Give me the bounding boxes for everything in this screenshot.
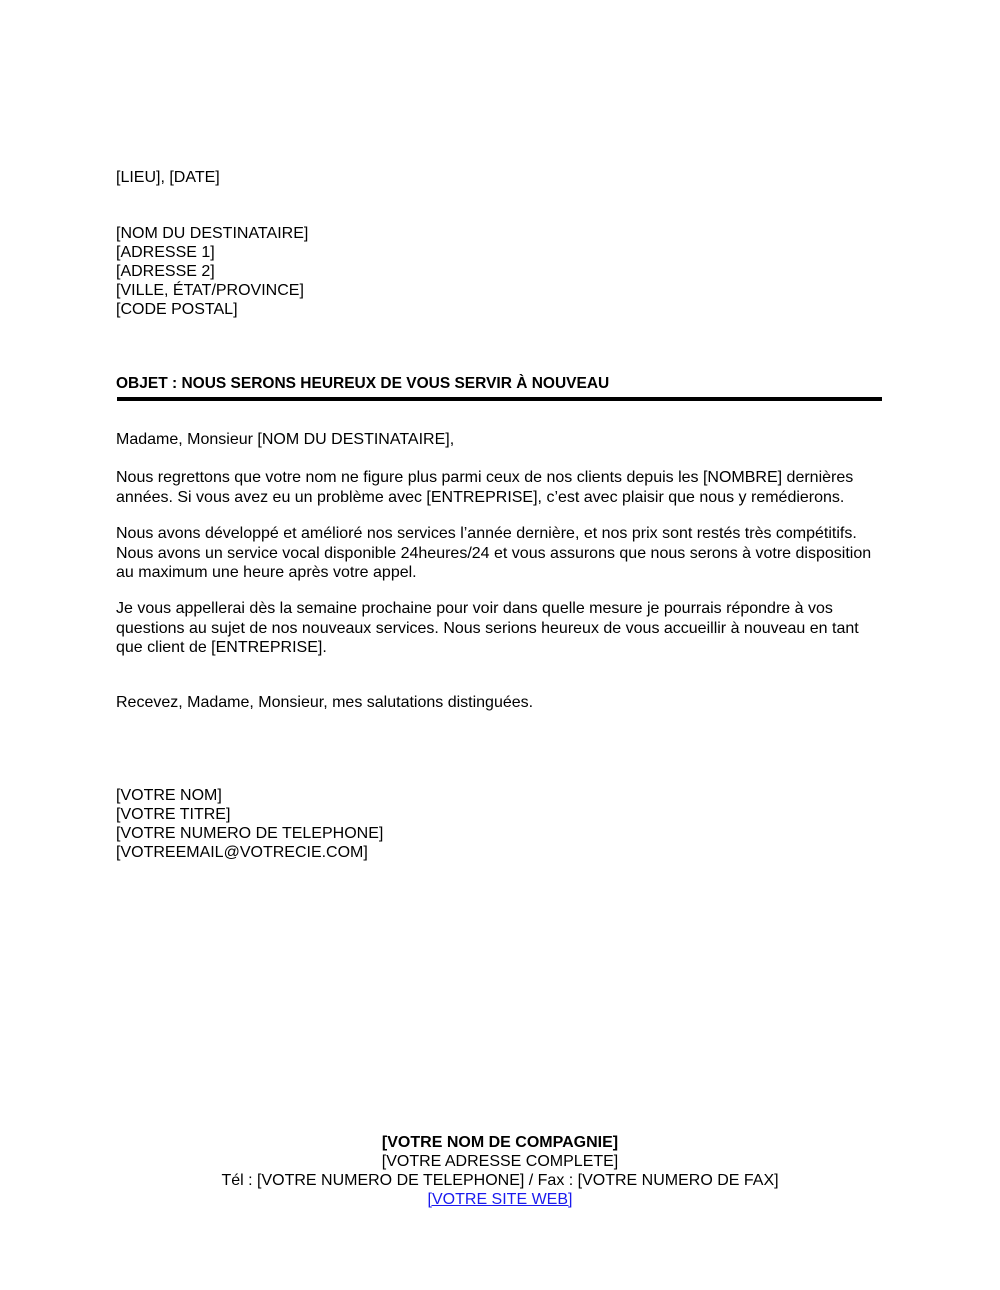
recipient-name: [NOM DU DESTINATAIRE] <box>116 225 309 242</box>
recipient-address <box>116 224 308 319</box>
footer-contact: Tél : [VOTRE NUMERO DE TELEPHONE] / Fax : [VOTRE NUMERO DE FAX] <box>221 1172 779 1189</box>
footer-address: [VOTRE ADRESSE COMPLETE] <box>381 1153 619 1170</box>
sender-name: [VOTRE NOM] <box>116 787 222 804</box>
sender-title: [VOTRE TITRE] <box>116 806 231 823</box>
recipient-city-state: [VILLE, ÉTAT/PROVINCE] <box>116 282 304 299</box>
subject-divider <box>117 397 882 401</box>
body-paragraph-3: Je vous appellerai dès la semaine prochaine pour voir dans quelle mesure je pourrais répondre à vos questions au sujet de nos nouveaux services. Nous serions heureux de vous accueillir à nouveau en tant que client de [ENTREPRISE]. <box>116 600 859 656</box>
letterhead-footer <box>0 1133 1000 1209</box>
footer-company-name: [VOTRE NOM DE COMPAGNIE] <box>381 1134 619 1151</box>
signature-block <box>116 786 383 862</box>
body-paragraph-2: Nous avons développé et amélioré nos services l’année dernière, et nos prix sont restés très compétitifs. Nous avons un service vocal disponible 24heures/24 et vous assurons que nous serons à votre disposition au maximum une heure après votre appel. <box>116 525 872 581</box>
closing: Recevez, Madame, Monsieur, mes salutations distinguées. <box>116 694 534 711</box>
recipient-address-1: [ADRESSE 1] <box>116 244 215 261</box>
footer-website-link[interactable]: [VOTRE SITE WEB] <box>427 1191 573 1208</box>
subject-line: OBJET : NOUS SERONS HEUREUX DE VOUS SERVIR À NOUVEAU <box>116 375 610 392</box>
sender-phone: [VOTRE NUMERO DE TELEPHONE] <box>116 825 384 842</box>
sender-email: [VOTREEMAIL@VOTRECIE.COM] <box>116 844 368 861</box>
place-date-text: [LIEU], [DATE] <box>116 169 220 186</box>
recipient-address-2: [ADRESSE 2] <box>116 263 215 280</box>
place-date <box>116 168 220 187</box>
body-paragraph-1: Nous regrettons que votre nom ne figure plus parmi ceux de nos clients depuis les [NOMBRE] dernières années. Si vous avez eu un problème avec [ENTREPRISE], c’est avec plaisir que nous y remédierons. <box>116 469 854 506</box>
salutation: Madame, Monsieur [NOM DU DESTINATAIRE], <box>116 431 455 448</box>
recipient-postal-code: [CODE POSTAL] <box>116 301 238 318</box>
